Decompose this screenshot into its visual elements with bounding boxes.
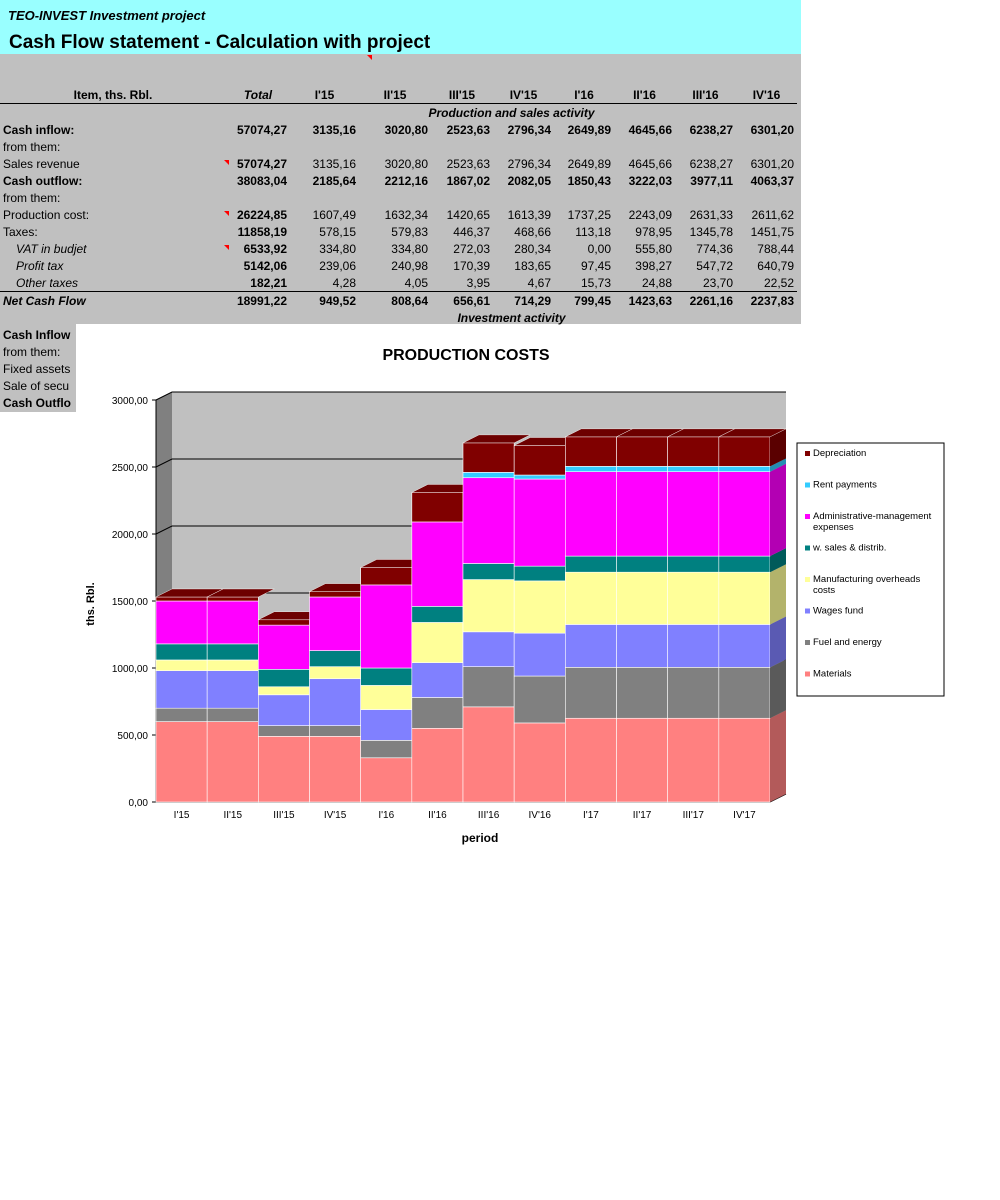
row-label: Cash inflow: — [3, 122, 75, 137]
bar-segment — [156, 601, 207, 644]
cell-value: 3135,16 — [312, 156, 356, 171]
legend-label: Wages fund — [813, 605, 864, 617]
cell-total: 57074,27 — [236, 122, 287, 137]
row-label: Taxes: — [3, 224, 38, 239]
cell-value: 240,98 — [391, 258, 428, 273]
bar-segment — [719, 556, 770, 572]
row-label: Cash outflow: — [3, 173, 83, 188]
cell-value: 656,61 — [453, 293, 490, 308]
bar-segment — [719, 667, 770, 718]
bar-segment — [258, 625, 309, 669]
cell-value: 2796,34 — [507, 122, 551, 137]
legend-swatch — [805, 640, 810, 645]
bar-segment — [719, 624, 770, 667]
cell-total: 38083,04 — [236, 173, 287, 188]
bar-segment — [361, 585, 412, 668]
cell-value: 334,80 — [319, 241, 356, 256]
bar-segment — [207, 601, 258, 644]
bar-segment — [361, 710, 412, 741]
bar-segment — [668, 437, 719, 466]
bar-segment — [617, 556, 668, 572]
cell-value — [736, 189, 797, 206]
cell-total: 18991,22 — [236, 293, 287, 308]
legend-label: Rent payments — [813, 479, 877, 491]
x-tick-label: I'16 — [378, 810, 395, 821]
cell-value: 978,95 — [635, 224, 672, 239]
column-header: IV'16 — [752, 87, 781, 102]
cell-value: 3135,16 — [312, 122, 356, 137]
cell-total: 5142,06 — [243, 258, 287, 273]
table-row — [0, 155, 797, 172]
y-tick-label: 2500,00 — [111, 463, 148, 474]
production-costs-chart — [76, 324, 1000, 854]
bar-segment — [412, 728, 463, 802]
legend-label-cont: expenses — [813, 522, 854, 533]
bar-side — [770, 710, 786, 802]
cell-total — [226, 138, 290, 155]
bar-segment — [156, 660, 207, 671]
bar-segment — [719, 472, 770, 556]
bar-segment — [156, 722, 207, 802]
cell-value — [554, 138, 614, 155]
bar-segment — [719, 466, 770, 471]
y-tick-label: 0,00 — [128, 798, 148, 809]
bar-segment — [565, 572, 616, 624]
legend-swatch — [805, 514, 810, 519]
cell-value: 1345,78 — [689, 224, 733, 239]
row-label: Other taxes — [16, 275, 79, 290]
bar-segment — [156, 671, 207, 709]
bar-segment — [617, 718, 668, 802]
table-row — [0, 292, 797, 310]
cell-value: 2649,89 — [567, 156, 611, 171]
column-header: IV'15 — [509, 87, 538, 102]
bar-segment — [463, 667, 514, 707]
bar-segment — [514, 581, 565, 633]
column-header: II'16 — [633, 87, 656, 102]
bar-segment — [258, 687, 309, 695]
table-row — [0, 274, 797, 292]
cell-value: 3020,80 — [384, 156, 428, 171]
bar-segment — [565, 556, 616, 572]
legend-label: Fuel and energy — [813, 637, 882, 648]
cell-value: 799,45 — [574, 293, 611, 308]
bar-segment — [361, 740, 412, 757]
legend-label: w. sales & distrib. — [813, 542, 887, 554]
cell-value: 578,15 — [319, 224, 356, 239]
cell-value — [614, 189, 675, 206]
cell-value: 22,52 — [763, 275, 794, 290]
bar-segment — [719, 718, 770, 802]
legend-swatch — [805, 546, 810, 551]
legend-swatch — [805, 672, 810, 677]
y-tick-label: 2000,00 — [111, 530, 148, 541]
legend — [797, 443, 944, 696]
bar-segment — [207, 660, 258, 671]
bar-segment — [463, 580, 514, 632]
column-header: III'15 — [448, 87, 476, 102]
cell-value: 2237,83 — [750, 293, 794, 308]
legend-label-cont: costs — [813, 585, 836, 596]
cell-value: 3020,80 — [384, 122, 428, 137]
table-row — [0, 257, 797, 274]
cell-value: 788,44 — [757, 241, 794, 256]
y-tick-label: 1500,00 — [111, 597, 148, 608]
bar-segment — [514, 633, 565, 676]
legend-swatch — [805, 609, 810, 614]
table-row — [0, 138, 797, 155]
cell-value: 808,64 — [391, 293, 428, 308]
comment-marker[interactable] — [367, 55, 372, 60]
bar-segment — [412, 622, 463, 662]
bar-segment — [565, 437, 616, 466]
cell-total: 57074,27 — [236, 156, 287, 171]
cell-value: 23,70 — [702, 275, 733, 290]
cell-value: 1420,65 — [446, 207, 490, 222]
table-row — [0, 172, 797, 189]
x-tick-label: IV'17 — [733, 810, 756, 821]
bar-segment — [617, 572, 668, 624]
row-label: Sales revenue — [3, 156, 80, 171]
table-row — [0, 206, 797, 223]
investment-row-label: Sale of secu — [3, 379, 70, 393]
bar-side — [770, 564, 786, 624]
bar-segment — [668, 624, 719, 667]
bar-segment — [412, 522, 463, 606]
column-header: III'16 — [692, 87, 719, 102]
bar-segment — [258, 736, 309, 802]
cell-value: 334,80 — [391, 241, 428, 256]
bar-segment — [412, 663, 463, 698]
cell-value — [359, 189, 431, 206]
bar-segment — [463, 632, 514, 667]
sheet-title: Cash Flow statement - Calculation with project — [9, 32, 431, 53]
cell-value: 2082,05 — [507, 173, 551, 188]
bar-segment — [668, 466, 719, 471]
column-header: II'15 — [383, 87, 407, 102]
cell-value: 6238,27 — [689, 156, 733, 171]
bar-segment — [310, 651, 361, 667]
x-tick-label: III'17 — [682, 810, 704, 821]
cell-value: 3,95 — [466, 275, 490, 290]
chart-svg — [76, 324, 1000, 854]
cell-value: 3222,03 — [628, 173, 672, 188]
cell-value — [493, 189, 554, 206]
bar-segment — [463, 443, 514, 472]
investment-row-label: Cash Inflow — [3, 328, 71, 342]
bar-segment — [617, 624, 668, 667]
row-label: Net Cash Flow — [3, 293, 86, 308]
cell-value: 2611,62 — [751, 207, 794, 222]
bar-segment — [514, 676, 565, 723]
cell-value: 2212,16 — [384, 173, 428, 188]
bar-segment — [617, 472, 668, 556]
bar-segment — [514, 723, 565, 802]
bar-segment — [207, 671, 258, 709]
cell-value: 4645,66 — [628, 122, 672, 137]
y-tick-label: 1000,00 — [111, 664, 148, 675]
bar-segment — [207, 597, 258, 601]
bar-segment — [361, 758, 412, 802]
cell-value — [290, 189, 359, 206]
y-tick-label: 500,00 — [117, 731, 148, 742]
bar-segment — [361, 568, 412, 585]
row-label: VAT in budjet — [16, 241, 87, 256]
bar-segment — [514, 479, 565, 566]
investment-row-label: Cash Outflo — [3, 396, 71, 410]
x-tick-label: III'15 — [273, 810, 295, 821]
cell-value — [290, 138, 359, 155]
bar-segment — [617, 667, 668, 718]
table-row — [0, 223, 797, 240]
bar-segment — [310, 597, 361, 651]
comment-marker[interactable] — [224, 160, 229, 165]
bar-segment — [463, 563, 514, 579]
bar-segment — [412, 606, 463, 622]
cell-value — [431, 189, 493, 206]
cell-value — [675, 189, 736, 206]
table-row — [0, 121, 797, 138]
legend-label: Manufacturing overheads — [813, 574, 921, 585]
cell-value: 398,27 — [635, 258, 672, 273]
bar-segment — [668, 572, 719, 624]
cell-value: 272,03 — [453, 241, 490, 256]
cell-value: 1632,34 — [384, 207, 428, 222]
x-tick-label: IV'16 — [528, 810, 551, 821]
bar-segment — [412, 492, 463, 521]
cell-value: 640,79 — [757, 258, 794, 273]
cell-value: 24,88 — [641, 275, 672, 290]
table-header-row — [0, 86, 797, 104]
cell-value: 1867,02 — [446, 173, 490, 188]
project-subtitle: TEO-INVEST Investment project — [8, 8, 206, 23]
table-row — [0, 240, 797, 257]
bar-side — [770, 659, 786, 718]
bar-segment — [207, 644, 258, 660]
bar-segment — [207, 708, 258, 721]
cell-value: 15,73 — [580, 275, 611, 290]
section-row — [0, 104, 797, 122]
bar-segment — [719, 572, 770, 624]
cell-value: 2185,64 — [312, 173, 356, 188]
bar-segment — [514, 446, 565, 475]
cell-value: 183,65 — [514, 258, 551, 273]
cell-value: 3977,11 — [690, 173, 733, 188]
bar-segment — [617, 466, 668, 471]
cell-value: 170,39 — [453, 258, 490, 273]
column-header: I'15 — [314, 87, 335, 102]
cell-value: 239,06 — [319, 258, 356, 273]
cell-value — [554, 189, 614, 206]
bar-segment — [310, 667, 361, 679]
cell-total — [226, 189, 290, 206]
cell-value: 714,29 — [514, 293, 551, 308]
cell-value: 1451,75 — [750, 224, 794, 239]
cell-value: 949,52 — [319, 293, 356, 308]
cell-value: 547,72 — [696, 258, 733, 273]
y-tick-label: 3000,00 — [111, 396, 148, 407]
cell-value: 2523,63 — [446, 122, 490, 137]
cell-total: 11858,19 — [237, 224, 287, 239]
section-label: Investment activity — [457, 310, 566, 325]
cell-value: 2261,16 — [689, 293, 733, 308]
bar-segment — [310, 736, 361, 802]
cell-value: 4063,37 — [750, 173, 794, 188]
column-header: I'16 — [574, 87, 594, 102]
cash-flow-table — [0, 86, 797, 326]
cell-value: 2649,89 — [567, 122, 611, 137]
y-axis-label: ths. Rbl. — [85, 582, 97, 626]
bar-segment — [310, 592, 361, 597]
cell-value: 4,67 — [527, 275, 551, 290]
legend-label: Depreciation — [813, 448, 867, 459]
cell-value: 4645,66 — [628, 156, 672, 171]
bar-segment — [463, 707, 514, 802]
cell-value — [493, 138, 554, 155]
comment-marker[interactable] — [224, 245, 229, 250]
bar-segment — [514, 475, 565, 479]
bar-segment — [463, 478, 514, 564]
bar-segment — [565, 718, 616, 802]
cell-value: 1850,43 — [567, 173, 611, 188]
cell-value: 2631,33 — [689, 207, 733, 222]
column-header-total: Total — [243, 87, 273, 102]
bar-segment — [310, 726, 361, 737]
bar-segment — [565, 624, 616, 667]
bar-segment — [310, 679, 361, 726]
row-label: from them: — [3, 190, 61, 205]
bar-side — [770, 616, 786, 667]
cell-value: 446,37 — [453, 224, 490, 239]
bar-segment — [668, 718, 719, 802]
cell-total: 182,21 — [250, 275, 287, 290]
cell-total: 26224,85 — [236, 207, 287, 222]
bar-segment — [361, 685, 412, 709]
cell-value: 97,45 — [580, 258, 611, 273]
cell-value: 1613,39 — [507, 207, 551, 222]
legend-label: Materials — [813, 668, 852, 680]
cell-value: 6238,27 — [689, 122, 733, 137]
cell-value: 4,05 — [404, 275, 428, 290]
bar-segment — [156, 708, 207, 721]
x-axis-label: period — [461, 831, 499, 845]
section-label: Production and sales activity — [428, 105, 595, 120]
row-label: Profit tax — [16, 258, 64, 273]
bar-segment — [463, 472, 514, 477]
bar-segment — [565, 667, 616, 718]
bar-segment — [258, 726, 309, 737]
cell-value: 6301,20 — [750, 156, 794, 171]
bar-segment — [668, 472, 719, 556]
cell-value: 1737,25 — [567, 207, 611, 222]
cell-value: 280,34 — [514, 241, 551, 256]
cell-value: 774,36 — [696, 241, 733, 256]
x-tick-label: II'16 — [428, 810, 447, 821]
bar-segment — [514, 566, 565, 581]
bar-segment — [258, 669, 309, 686]
investment-row-label: from them: — [3, 345, 61, 359]
header-band — [0, 0, 801, 54]
bar-segment — [412, 697, 463, 728]
x-tick-label: II'15 — [223, 810, 243, 821]
cell-value: 468,66 — [514, 224, 551, 239]
row-label: from them: — [3, 139, 61, 154]
row-label: Production cost: — [3, 207, 90, 222]
bar-segment — [668, 667, 719, 718]
bar-segment — [565, 472, 616, 556]
investment-row-label: Fixed assets — [3, 362, 71, 376]
cell-value: 0,00 — [587, 241, 611, 256]
legend-swatch — [805, 451, 810, 456]
cell-value — [431, 138, 493, 155]
x-tick-label: I'15 — [173, 810, 190, 821]
cell-value: 2243,09 — [628, 207, 672, 222]
bar-segment — [719, 437, 770, 466]
cell-value: 1423,63 — [628, 293, 672, 308]
cell-value — [359, 138, 431, 155]
bar-segment — [156, 597, 207, 601]
cell-value: 555,80 — [635, 241, 672, 256]
cell-value — [736, 138, 797, 155]
cell-value: 1607,49 — [312, 207, 356, 222]
bar-segment — [258, 695, 309, 726]
table-row — [0, 189, 797, 206]
bar-segment — [565, 466, 616, 471]
cell-value: 2523,63 — [446, 156, 490, 171]
cell-value: 113,18 — [575, 224, 611, 239]
column-header-item: Item, ths. Rbl. — [73, 87, 153, 102]
legend-swatch — [805, 483, 810, 488]
legend-swatch — [805, 577, 810, 582]
bar-segment — [156, 644, 207, 660]
cell-total: 6533,92 — [243, 241, 287, 256]
cell-value — [675, 138, 736, 155]
bar-segment — [668, 556, 719, 572]
legend-label: Administrative-management — [813, 511, 932, 522]
cell-value: 2796,34 — [507, 156, 551, 171]
bar-segment — [207, 722, 258, 802]
x-tick-label: IV'15 — [323, 810, 347, 821]
bar-segment — [617, 437, 668, 466]
cell-value: 579,83 — [391, 224, 428, 239]
plot-area — [112, 392, 786, 821]
cell-value: 6301,20 — [750, 122, 794, 137]
comment-marker[interactable] — [224, 211, 229, 216]
cell-value: 4,28 — [332, 275, 356, 290]
x-tick-label: III'16 — [477, 810, 500, 821]
cell-value — [614, 138, 675, 155]
x-tick-label: II'17 — [632, 810, 652, 821]
x-tick-label: I'17 — [583, 810, 599, 821]
bar-segment — [361, 668, 412, 685]
chart-title: PRODUCTION COSTS — [382, 347, 550, 364]
bar-segment — [258, 620, 309, 625]
bar-side — [770, 464, 786, 556]
